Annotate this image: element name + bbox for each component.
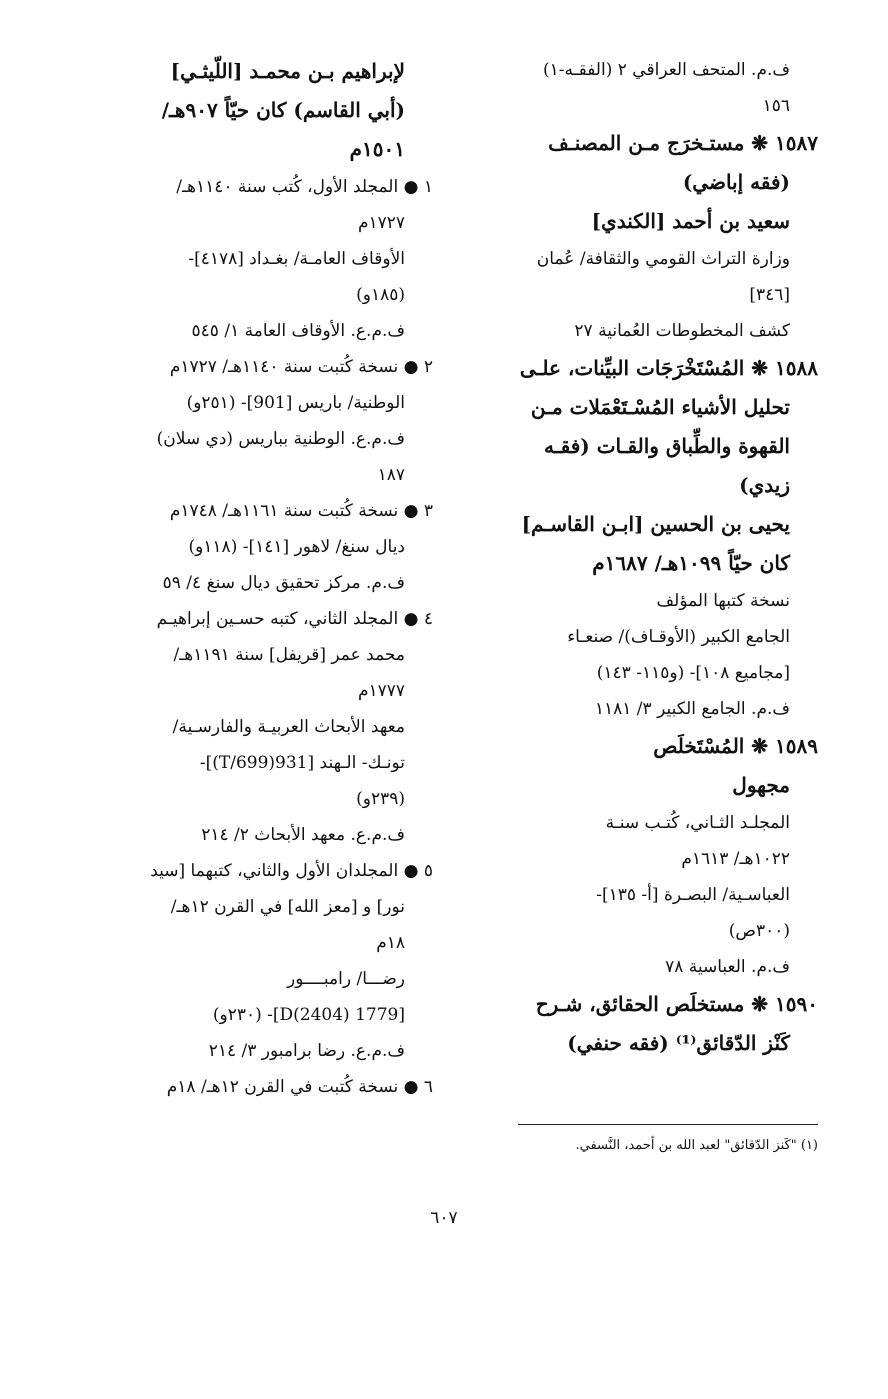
text-line: ف.م. المتحف العراقي ٢ (الفقـه-١) xyxy=(542,60,790,80)
text-line: [٣٤٦] xyxy=(749,285,790,305)
text-line: ١٨م xyxy=(376,933,405,953)
text-line: ف.م.ع. معهد الأبحاث ٢/ ٢١٤ xyxy=(201,825,405,845)
text-line: ٦ ● نسخة كُتبت في القرن ١٢هـ/ ١٨م xyxy=(166,1077,433,1097)
page-number: ٦٠٧ xyxy=(430,1208,458,1228)
text-line: (٣٠٠ص) xyxy=(728,921,790,941)
text-line: ١٠٢٢هـ/ ١٦١٣م xyxy=(681,849,790,869)
footnote: (١) "كَنز الدّقائق" لعبد الله بن أحمد، النَّسفي. xyxy=(575,1138,818,1153)
text-line: القهوة والطِّباق والقـات (فقـه xyxy=(544,434,790,458)
text-line: ٢ ● نسخة كُتبت سنة ١١٤٠هـ/ ١٧٢٧م xyxy=(169,357,433,377)
text-line: ٤ ● المجلد الثاني، كتبه حسـين إبراهيـم xyxy=(156,609,433,629)
text-line: زيدي) xyxy=(739,473,790,497)
text-line: ١٥٨٩ ❋ المُسْتَخلَص xyxy=(653,734,818,758)
text-line: سعيد بن أحمد [الكندي] xyxy=(591,209,790,233)
text-line: يحيى بن الحسين [ابـن القاسـم] xyxy=(521,512,790,536)
text-line: ١٧٢٧م xyxy=(357,213,405,233)
text-line: ١٧٧٧م xyxy=(357,681,405,701)
text-line: كان حيّاً ١٠٩٩هـ/ ١٦٨٧م xyxy=(592,551,790,575)
text-line: (فقه إباضي) xyxy=(682,170,790,194)
text-line: نور] و [معز الله] في القرن ١٢هـ/ xyxy=(170,897,405,917)
text-line: ١٨٧ xyxy=(377,465,405,485)
text-line: تحليل الأشياء المُسْـتَعْمَلات مـن xyxy=(530,395,790,419)
text-line: الجامع الكبير (الأوقـاف)/ صنعـاء xyxy=(567,627,790,647)
text-line: معهد الأبحاث العربيـة والفارسـية/ xyxy=(172,717,405,737)
text-line: ف.م.ع. الأوقاف العامة ١/ ٥٤٥ xyxy=(191,321,405,341)
text-line: ديال سنغ/ لاهور [١٤١]- (١١٨و) xyxy=(188,537,405,557)
text-line: نسخة كتبها المؤلف xyxy=(656,591,790,611)
text-line: (أبي القاسم) كان حيّاً ٩٠٧هـ/ xyxy=(161,98,405,122)
text-line: العباسـية/ البصـرة [أ- ١٣٥]- xyxy=(596,885,790,905)
text-line: كشف المخطوطات العُمانية ٢٧ xyxy=(574,321,790,341)
text-line: (١٨٥و) xyxy=(356,285,405,305)
footnote-divider xyxy=(518,1124,818,1125)
text-line: ١٥٦ xyxy=(762,96,790,116)
text-line: [مجاميع ١٠٨]- (و١١٥- ١٤٣) xyxy=(596,663,790,683)
text-line: ف.م.ع. رضا برامبور ٣/ ٢١٤ xyxy=(208,1041,405,1061)
text-line: محمد عمر [قريفل] سنة ١١٩١هـ/ xyxy=(173,645,405,665)
text-line: المجلـد الثـاني، كُتـب سنـة xyxy=(605,813,790,833)
text-line: (٢٣٩و) xyxy=(356,789,405,809)
text-line: الوطنية/ باريس [901]- (٢٥١و) xyxy=(186,393,405,413)
text-line: ٣ ● نسخة كُتبت سنة ١١٦١هـ/ ١٧٤٨م xyxy=(169,501,433,521)
text-line: ف.م. مركز تحقيق ديال سنغ ٤/ ٥٩ xyxy=(162,573,405,593)
text-line: ١٥٨٧ ❋ مستـخرَج مـن المصنـف xyxy=(548,131,818,155)
text-line: وزارة التراث القومي والثقافة/ عُمان xyxy=(536,249,790,269)
text-line: ١٥٠١م xyxy=(349,137,405,161)
right-column xyxy=(458,52,818,1063)
text-line: لإبراهيم بـن محمـد [اللّيثـي] xyxy=(170,59,405,83)
text-line: تونـك- الـهند [931(T/699)]- xyxy=(199,753,405,773)
text-line: كَنْز الدّقائق⁽¹⁾ (فقه حنفي) xyxy=(567,1031,790,1055)
text-line: رضـــا/ رامبــــور xyxy=(287,969,405,989)
text-line: ٥ ● المجلدان الأول والثاني، كتبهما [سيد xyxy=(150,861,433,881)
left-column xyxy=(88,52,433,1105)
text-line: ١ ● المجلد الأول، كُتب سنة ١١٤٠هـ/ xyxy=(176,177,433,197)
text-line: ف.م.ع. الوطنية بباريس (دي سلان) xyxy=(156,429,405,449)
text-line: ١٥٩٠ ❋ مستخلَص الحقائق، شـرح xyxy=(535,992,818,1016)
text-line: ف.م. العباسية ٧٨ xyxy=(665,957,790,977)
text-line: [1779 D(2404)]- (٢٣٠و) xyxy=(212,1005,405,1025)
text-line: ١٥٨٨ ❋ المُسْتَخْرَجَات البيِّنات، علـى xyxy=(519,356,818,380)
text-line: الأوقاف العامـة/ بغـداد [٤١٧٨]- xyxy=(188,249,405,269)
text-line: ف.م. الجامع الكبير ٣/ ١١٨١ xyxy=(594,699,790,719)
text-line: مجهول xyxy=(732,773,790,797)
